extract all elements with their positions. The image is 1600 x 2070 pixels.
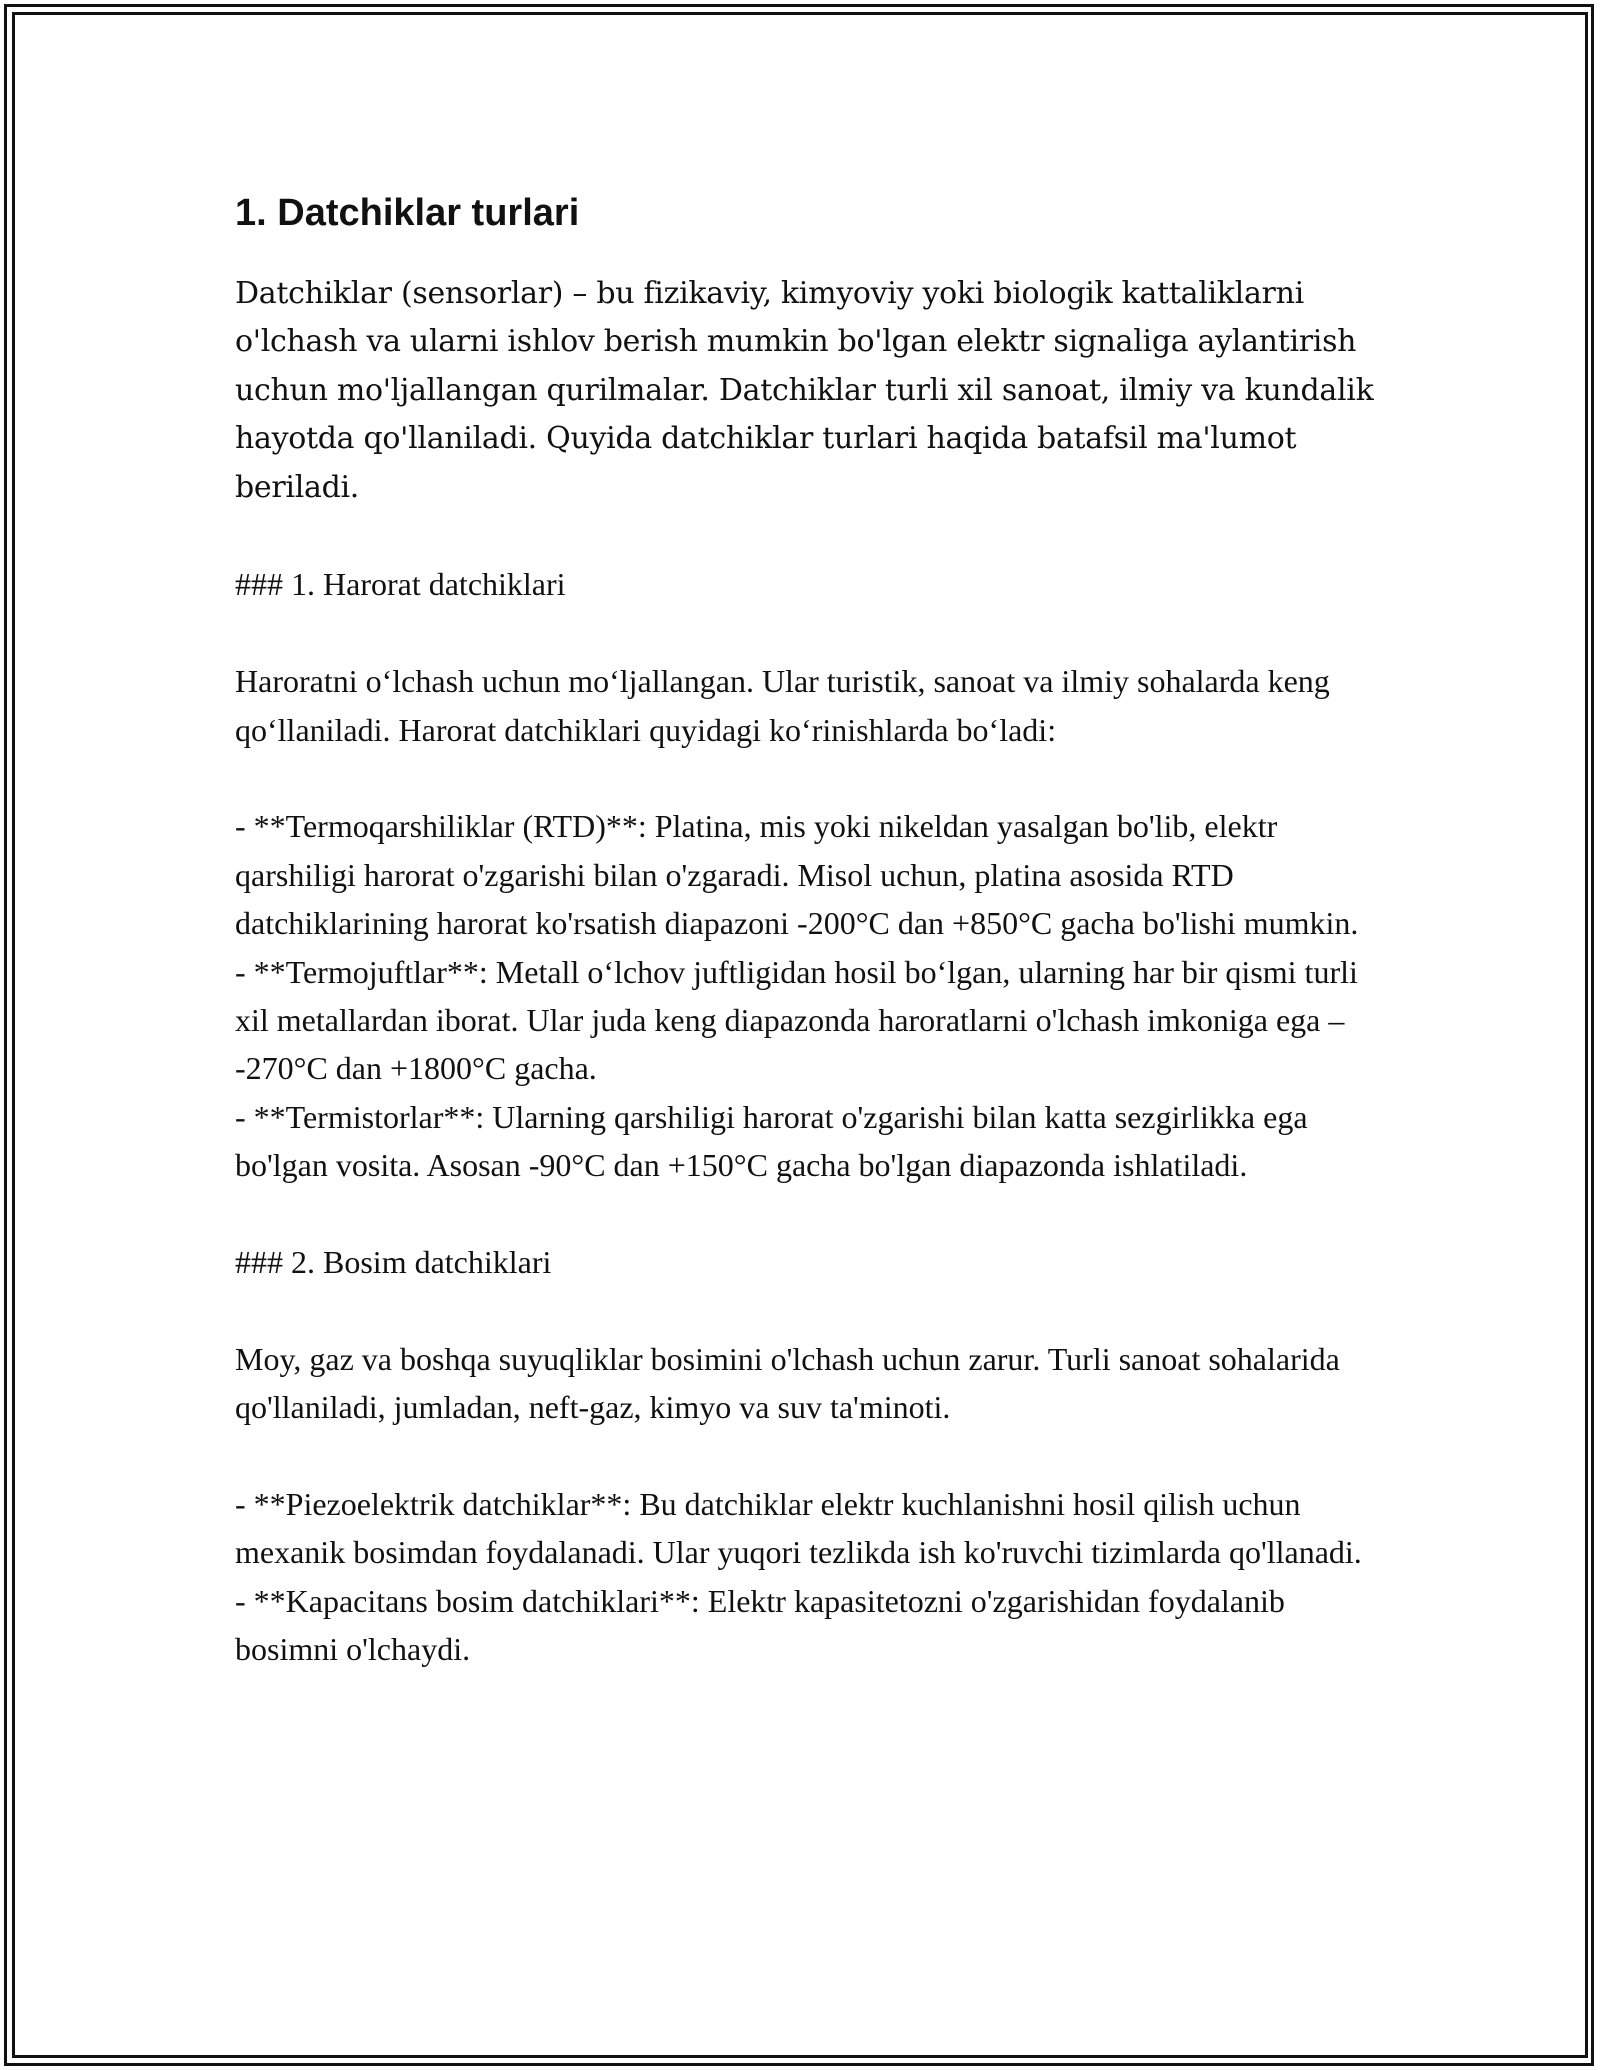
intro-paragraph: Datchiklar (sensorlar) – bu fizikaviy, kimyoviy yoki biologik kattaliklarni o'lchash va ularni ishlov berish mumkin bo'lgan elektr signaliga aylantirish uchun mo'ljallangan qurilmalar. Datchiklar turli xil sanoat, ilmiy va kundalik hayotda qo'llaniladi. Quyida datchiklar turlari haqida batafsil ma'lumot beriladi.	[235, 276, 1383, 505]
section-1-intro: Haroratni o‘lchash uchun mo‘ljallangan. Ular turistik, sanoat va ilmiy sohalarda keng qo‘llaniladi. Harorat datchiklari quyidagi ko‘rinishlarda bo‘ladi:	[235, 663, 1338, 748]
section-1-list: - **Termoqarshiliklar (RTD)**: Platina, mis yoki nikeldan yasalgan bo'lib, elektr qarshiligi harorat o'zgarishi bilan o'zgaradi. Misol uchun, platina asosida RTD datchiklarining harorat ko'rsatish diapazoni -200°C dan +850°C gacha bo'lishi mumkin. - **Termojuftlar**: Metall o‘lchov juftligidan hosil bo‘lgan, ularning har bir qismi turli xil metallardan iborat. Ular juda keng diapazonda haroratlarni o'lchash imkoniga ega – -270°C dan +1800°C gacha. - **Termistorlar**: Ularning qarshiligi harorat o'zgarishi bilan katta sezgirlikka ega bo'lgan vosita. Asosan -90°C dan +150°C gacha bo'lgan diapazonda ishlatiladi.	[235, 808, 1359, 1184]
section-2-list: - **Piezoelektrik datchiklar**: Bu datchiklar elektr kuchlanishni hosil qilish uchun mexanik bosimdan foydalanadi. Ular yuqori tezlikda ish ko'ruvchi tizimlarda qo'llanadi. - **Kapacitans bosim datchiklari**: Elektr kapasitetozni o'zgarishidan foydalanib bosimni o'lchaydi.	[235, 1486, 1362, 1668]
document-body	[235, 188, 1383, 1674]
section-2-heading: ### 2. Bosim datchiklari	[235, 1244, 552, 1281]
section-2-intro: Moy, gaz va boshqa suyuqliklar bosimini o'lchash uchun zarur. Turli sanoat sohalarida qo'llaniladi, jumladan, neft-gaz, kimyo va suv ta'minoti.	[235, 1340, 1348, 1426]
document-title: 1. Datchiklar turlari	[235, 192, 580, 234]
section-1-heading: ### 1. Harorat datchiklari	[235, 566, 566, 603]
